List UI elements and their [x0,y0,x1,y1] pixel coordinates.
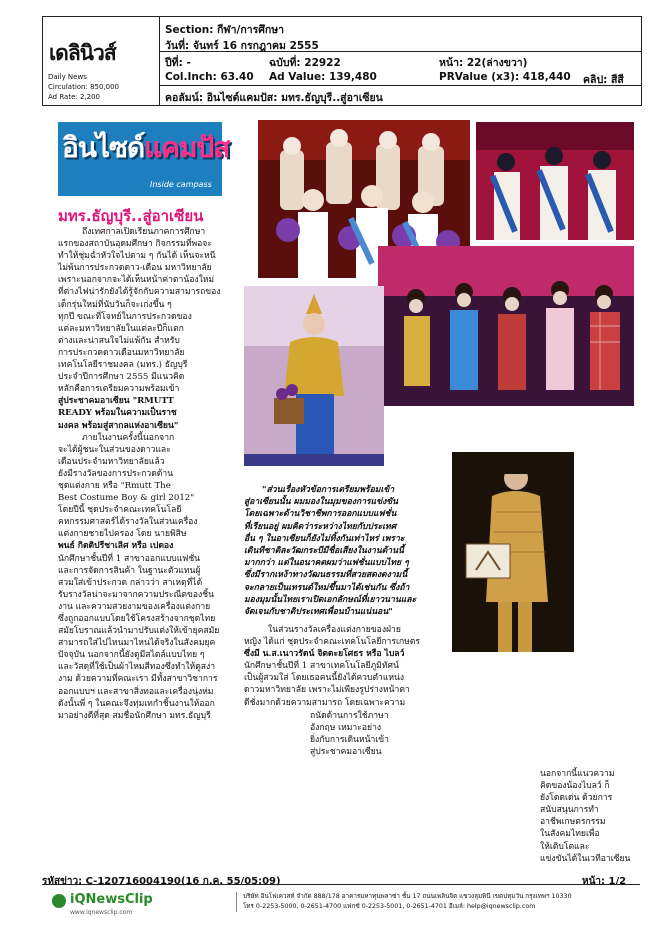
col1-line: และวัสดุที่ใช้เป็นผ้าไหมสีทองซึ่งทำให้ดูสง่า [58,662,216,673]
quote-line: จะกลายเป็นเทรนด์ใหม่ขึ้นมาได้เช่นกัน ซึ่งถ้า [244,582,410,593]
col1-line: สู่ประชาคมอาเซียน "RMUTT [58,396,174,407]
circulation: Circulation: 850,000 [48,83,120,91]
news-id: รหัสข่าว: C-120716004190(16 ก.ค. 55/05:09) [42,876,281,887]
masthead-subtitle: Inside campass [150,180,212,189]
col2-line: ดาวมหาวิทยาลัย เพราะไม่เพียงรูปร่างหน้าตา [244,685,410,696]
article-column-1 [58,226,240,722]
col3-line: แข่งขันได้ในเวทีอาเซียน [540,853,631,864]
pr-value: PRValue (x3): 418,440 [439,71,571,83]
col1-line: Best Costume Boy & girl 2012" [58,493,195,504]
photo-male-costume-winner [452,452,574,652]
col1-line: ที่ต่างไฟน่ารักยังได้รู้จักกับความสามารถของ [58,287,221,298]
quote-line: มองมุมนั้นไทยเราเปิดเอกลักษณ์ที่เยาวนานและ [244,594,417,605]
col1-line: และการจัดการสินค้า ในฐานะตัวแทนผู้ [58,565,201,576]
col1-line: การประกวดดาวเดือนมหาวิทยาลัย [58,347,185,358]
col2-line: ในส่วนรางวัลเครื่องแต่งกายของฝ่าย [268,625,401,635]
col3-line: นอกจากนี้แนวความ [540,769,615,779]
photo-female-costume-winner [244,286,384,466]
col1-line: สามารถใส่ไปไหนมาไหนได้จริงในสังคมยุค [58,638,216,649]
quote-line: ที่เรียนอยู่ ผมคิดว่าระหว่างไทยกับประเทศ [244,521,397,532]
col3-line: ในสังคมไทยเพื่อ [540,829,600,840]
iqnewsclip-logo [52,892,182,922]
col1-line: พนธ์ กิตติปรีชาเลิศ หรือ เปดอง [58,541,174,552]
col1-line: ไม่พ้นการประกวดดาว-เดือน มหาวิทยาลัย [58,263,212,274]
col2c-line: อังกฤษ เหมาะอย่าง [310,723,382,734]
col1-line: สมัยโบราณแล้วนำมาปรับแต่งให้เข้ายุคสมัย [58,626,220,637]
company-address: บริษัท อินโฟเควสท์ จำกัด 888/178 อาคารมหาทุนพลาซ่า ชั้น 17 ถนนเพลินจิต แขวงลุมพินี เขตปทุมวัน กรุงเทพฯ 10330 [243,893,572,900]
col1-line: ซึ่งถูกออกแบบโดยใช้โครงสร้างจากชุดไทย [58,614,216,624]
quote-line: โดยเฉพาะด้านวิชาชีพการออกแบบแฟชั่น [244,509,397,520]
col1-line: โดยปีนี้ ชุดประจำคณะเทคโนโลยี [58,505,182,516]
quote-line: จัดเจนกับชาติประเทศเพื่อนบ้านแน่นอน" [244,607,393,618]
masthead-title [62,126,229,170]
article-column-2 [244,624,450,709]
quote-line: เดินทีชาติละวัฒกระบีมีชื่อเสียงในงานด้านนี้ [244,546,404,557]
col1-line: ยังมีรางวัลของการประกวดด้าน [58,468,174,479]
section: Section: กีฬา/การศึกษา [165,24,285,36]
date: วันที่: จันทร์ 16 กรกฎาคม 2555 [165,40,319,52]
col3-line: ยังโดดเด่น ด้วยการ [540,793,613,804]
col-inch: Col.Inch: 63.40 [165,71,254,83]
article-column-2-tail [310,710,450,758]
article-quote [244,484,450,618]
col1-line: เด็กรุ่นใหม่ที่นับวันก็จะเก่งขึ้น ๆ [58,299,172,310]
logo-url: www.iqnewsclip.com [70,909,133,916]
col2-line: เป็นผู้สวมใส่ โดยเธอคนนี้ยังได้ควบตำแหน่ง [244,673,405,684]
col1-line: เพราะนอกจากจะได้เห็นหน้าค่าตาน้องใหม่ [58,275,215,286]
col1-line: นักศึกษาชั้นปีที่ 1 สาขาออกแบบแฟชั่น [58,553,201,564]
photo-female-contestants [378,246,634,406]
page-number: หน้า: 1/2 [582,876,627,887]
publication-logo-cell [43,17,160,105]
quote-line: "ส่วนเรื่องหัวข้อการเตรียมพร้อมเข้า [262,485,395,495]
col1-line: งาน และความสวยงามของเครื่องแต่งกาย [58,601,211,612]
publication-logo: เดลินิวส์ [49,41,116,65]
company-contact: โทร 0-2253-5000, 0-2651-4700 แฟกซ์ 0-2253-5001, 0-2651-4701 อีเมล์: help@iqnewsclip.com [243,903,536,910]
col1-line: ดังนั้นพี่ ๆ ในคณะจึงทุ่มเทกำชิ้นงานให้ออก [58,698,215,709]
article-headline: มทร.ธัญบุรี..สู่อาเซียน [58,207,204,225]
col1-line: ภายในงานครั้งนี้นอกจาก [82,432,175,443]
quote-line: มากกว่า แต่ในอนาคตผมว่าแฟชั่นแบบไทย ๆ [244,558,409,569]
col3-line: สนับสนุนการทำ [540,805,599,816]
col1-line: READY พร้อมในความเป็นราช [58,408,177,419]
col1-line: รับรางวัลน่าจะมาจากความประณีตของชิ้น [58,589,214,600]
col1-line: ทำให้ชุ่มฉ่ำหัวใจไปตาม ๆ กันได้ เห็นจะหนี [58,251,216,262]
col1-line: ออกแบบฯ และสาขาสิ่งทอและเครื่องนุ่งห่ม [58,686,214,697]
col1-line: ต่างและน่าสนใจไม่แพ้กัน สำหรับ [58,335,180,346]
article-column-3 [540,768,640,865]
col1-line: แต่งกายชายไปครอง โดย นายพิสิษ [58,529,187,540]
col1-line: มงคล พร้อมสู่สากลแห่งอาเซียน" [58,420,179,431]
col3-line: คิดของน้องไบลว์ ก็ [540,781,610,792]
quote-line: สู่อาเซียนนั้น ผมมองในมุมของการแข่งขัน [244,497,399,508]
col1-line: จะได้ผู้ชนะในส่วนของดาวและ [58,444,171,455]
col2-line: ดีชั่งมากด้วยความสามารถ โดยเฉพาะความ [244,697,406,708]
masthead-title-a: อินไซด์ [62,131,145,164]
col2c-line: ถนัดด้านการใช้ภาษา [310,711,389,721]
column-name: คอลัมน์: อินไซด์แคมปัส: มทร.ธัญบุรี..สู่อาเซียน [165,92,383,104]
clip-color: คลิป: สีสี [583,74,624,86]
col1-line: ชุดแต่งกาย หรือ "Rmutt The [58,480,171,491]
col1-line: ถึงเทศกาลเปิดเรียนภาคการศึกษา [82,227,206,237]
col2-line: ซึ่งมี น.ส.เนาวรัตน์ จิตตะยโศธร หรือ ไบลว์ [244,649,405,660]
logo-text: iQNewsClip [70,892,153,907]
col2-line: หญิง ได้แก่ ชุดประจำคณะเทคโนโลยีการเกษตร [244,637,420,648]
col1-line: คหกรรมศาสตร์ได้รางวัลในส่วนเครื่อง [58,517,198,528]
clipping-header [42,16,642,106]
brand-en: Daily News [48,73,87,81]
logo-mark-icon [52,894,66,908]
page-position: หน้า: 22(ล่างขวา) [439,57,528,69]
col1-line: ประจำปีการศึกษา 2555 มีแนวคิด [58,372,185,383]
col3-line: ให้เติบโตและ [540,841,590,852]
col1-line: งาม ด้วยความที่คณะเรา มีทั้งสาขาวิชาการ [58,674,218,685]
col1-line: เทคโนโลยีราชมงคล (มทร.) ธัญบุรี [58,360,188,371]
ad-rate: Ad Rate: 2,200 [48,93,101,101]
col2-line: นักศึกษาชั้นปีที่ 1 สาขาเทคโนโลยีภูมิทัศน์ [244,661,399,672]
col1-line: สวมใส่เข้าประกวด กล่าวว่า สาเหตุที่ได้ [58,577,203,588]
col1-line: ปัจจุบัน นอกจากนี้ยังดูมีสไตล์แบบไทย ๆ [58,650,205,661]
col1-line: หลักคือการเตรียมความพร้อมเข้า [58,384,180,395]
col1-line: แต่ละมหาวิทยาลัยในแต่ละปีก็แตก [58,323,184,334]
issue: ฉบับที่: 22922 [269,57,341,69]
quote-line: อื่น ๆ ในอาเซียนก็ยังไม่ทิ้งกันเท่าไหร่ เพราะ [244,533,405,544]
col1-line: เดือนประจำมหาวิทยาลัยแล้ว [58,456,165,467]
col1-line: มาอย่างดีที่สุด สมชื่อนักศึกษา มทร.ธัญบุรี [58,710,211,721]
ad-value: Ad Value: 139,480 [269,71,377,83]
masthead-title-b: แคมปัส [144,131,230,164]
col1-line: ทุกปี ขณะที่โจทย์ในการประกวดของ [58,311,192,322]
photo-male-contestants [476,122,634,240]
col2c-line: ยิ่งกับการเดินหน้าเข้า [310,735,389,746]
year: ปีที่: - [165,57,191,69]
quote-line: ซึ่งมีรากเหง้าทางวัฒนธรรมที่สวยสดงดงามนี้ [244,570,408,581]
col2c-line: สู่ประชาคมอาเซียน [310,747,382,758]
col3-line: อาชีพเกษตรกรรม [540,817,606,828]
company-info [236,892,643,912]
col1-line: แรกของสถาบันอุดมศึกษา กิจกรรมที่พอจะ [58,239,212,250]
